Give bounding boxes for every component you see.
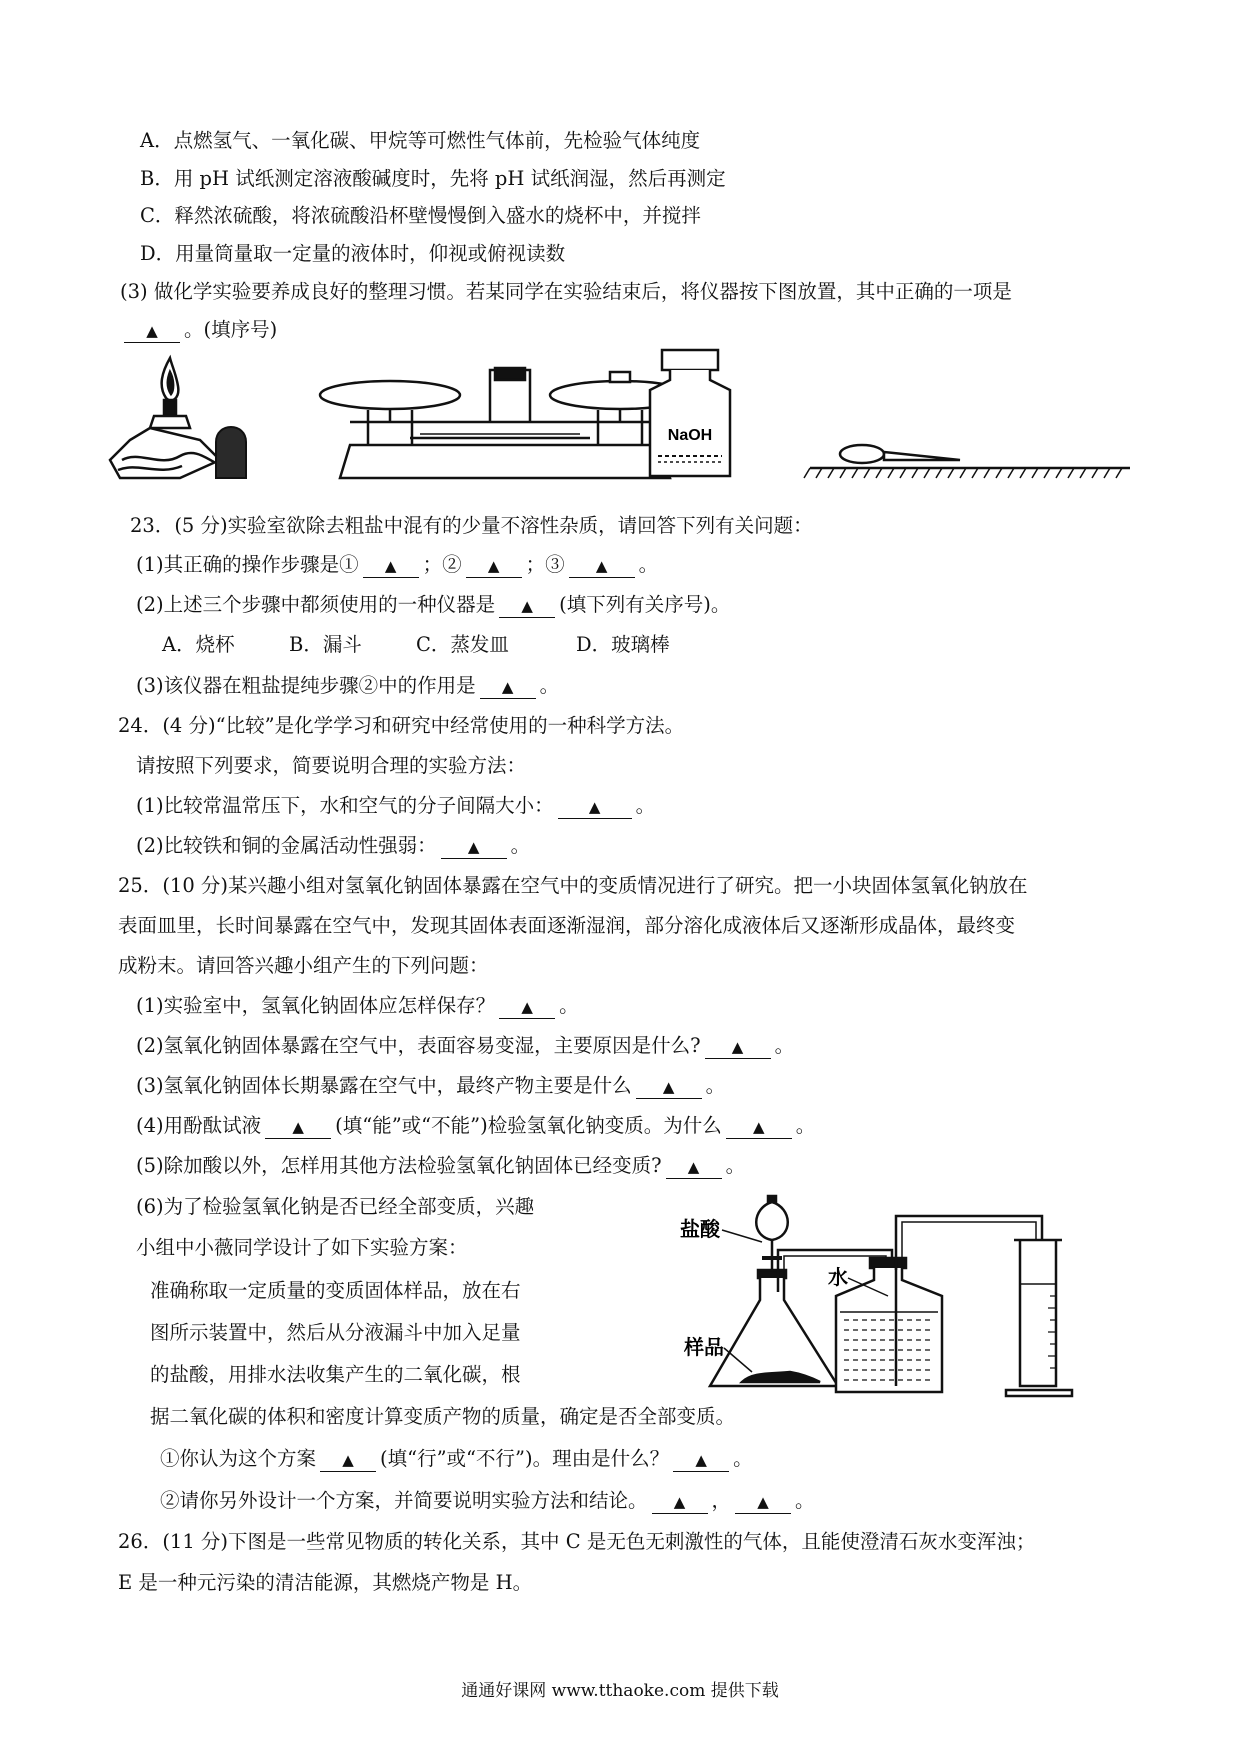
answer-blank[interactable]: ▲ [441, 835, 507, 859]
q22-part3-line2: ▲ 。(填序号) [120, 317, 277, 343]
gas-collection-apparatus [680, 1196, 1080, 1396]
q23-choice-d: D．玻璃棒 [576, 633, 670, 656]
q25-part6-line2: 小组中小薇同学设计了如下实验方案： [136, 1236, 468, 1259]
q24-part2: (2)比较铁和铜的金属活动性强弱： ▲ 。 [136, 834, 531, 857]
q22-option-a: A．点燃氢气、一氧化碳、甲烷等可燃性气体前，先检验气体纯度 [140, 129, 701, 152]
apparatus-figure [110, 350, 1130, 480]
fig-label-hcl: 盐酸 [680, 1217, 720, 1241]
page-footer: 通通好课网 www.tthaoke.com 提供下载 [461, 1681, 779, 1701]
q23-choice-a: A．烧杯 [162, 633, 235, 656]
q23-choices [162, 632, 670, 658]
q25-stem-line2: 表面皿里，长时间暴露在空气中，发现其固体表面逐渐湿润，部分溶化成液体后又逐渐形成晶体，最终变 [118, 914, 1016, 937]
answer-blank[interactable]: ▲ [569, 554, 635, 578]
q22-option-c: C．释然浓硫酸，将浓硫酸沿杯壁慢慢倒入盛水的烧杯中，并搅拌 [140, 204, 701, 227]
answer-blank[interactable]: ▲ [499, 594, 555, 618]
balance [320, 368, 690, 478]
naoh-bottle [650, 350, 730, 476]
q26-stem-line1: 26．(11 分)下图是一些常见物质的转化关系，其中 C 是无色无刺激性的气体，且能使澄清石灰水变浑浊； [118, 1530, 1036, 1553]
q25-part6-line1: (6)为了检验氢氧化钠是否已经全部变质，兴趣 [136, 1195, 535, 1218]
q25-stem-line3: 成粉末。请回答兴趣小组产生的下列问题： [118, 954, 489, 977]
answer-blank[interactable]: ▲ [466, 554, 522, 578]
q23-stem: 23．(5 分)实验室欲除去粗盐中混有的少量不溶性杂质，请回答下列有关问题： [130, 514, 813, 537]
q25-sub1: ①你认为这个方案 ▲ (填“行”或“不行”)。理由是什么？ ▲ 。 [160, 1447, 753, 1470]
lamp-cap [216, 427, 246, 478]
answer-blank[interactable]: ▲ [666, 1155, 722, 1179]
q23-part1: (1)其正确的操作步骤是① ▲ ；② ▲ ；③ ▲ 。 [136, 553, 659, 576]
q22-option-b: B．用 pH 试纸测定溶液酸碱度时，先将 pH 试纸润湿，然后再测定 [140, 167, 726, 190]
q24-stem: 24．(4 分)“比较”是化学学习和研究中经常使用的一种科学方法。 [118, 714, 685, 737]
q25-part6-line6: 据二氧化碳的体积和密度计算变质产物的质量，确定是否全部变质。 [150, 1405, 736, 1428]
q22-option-d: D．用量筒量取一定量的液体时，仰视或俯视读数 [140, 242, 566, 265]
alcohol-lamp [110, 358, 220, 478]
q25-part5: (5)除加酸以外，怎样用其他方法检验氢氧化钠固体已经变质? ▲ 。 [136, 1154, 746, 1177]
q25-part6-line3: 准确称取一定质量的变质固体样品，放在右 [150, 1279, 521, 1302]
answer-blank[interactable]: ▲ [558, 795, 632, 819]
q23-part3: (3)该仪器在粗盐提纯步骤②中的作用是 ▲ 。 [136, 674, 560, 697]
q25-part6-line4: 图所示装置中，然后从分液漏斗中加入足量 [150, 1321, 521, 1344]
q25-part2: (2)氢氧化钠固体暴露在空气中，表面容易变湿，主要原因是什么? ▲ 。 [136, 1034, 795, 1057]
answer-blank[interactable]: ▲ [636, 1075, 702, 1099]
naoh-label: NaOH [667, 427, 713, 444]
q25-part6-line5: 的盐酸，用排水法收集产生的二氧化碳，根 [150, 1363, 521, 1386]
q23-choice-b: B．漏斗 [289, 633, 362, 656]
answer-blank[interactable]: ▲ [726, 1115, 792, 1139]
q24-intro: 请按照下列要求，简要说明合理的实验方法： [136, 754, 527, 777]
answer-blank[interactable]: ▲ [735, 1490, 791, 1514]
q25-sub2: ②请你另外设计一个方案，并简要说明实验方法和结论。 ▲ ， ▲ 。 [160, 1489, 815, 1512]
answer-blank[interactable]: ▲ [320, 1448, 376, 1472]
answer-blank[interactable]: ▲ [480, 675, 536, 699]
q24-part1: (1)比较常温常压下，水和空气的分子间隔大小： ▲ 。 [136, 794, 656, 817]
q25-part4: (4)用酚酞试液 ▲ (填“能”或“不能”)检验氢氧化钠变质。为什么 ▲ 。 [136, 1114, 816, 1137]
q26-stem-line2: E 是一种元污染的清洁能源，其燃烧产物是 H。 [118, 1571, 533, 1594]
answer-blank[interactable]: ▲ [363, 554, 419, 578]
answer-blank[interactable]: ▲ [652, 1490, 708, 1514]
q22-part3-line1: (3) 做化学实验要养成良好的整理习惯。若某同学在实验结束后，将仪器按下图放置，其中正确的一项是 [120, 280, 1012, 303]
q23-part2: (2)上述三个步骤中都须使用的一种仪器是 ▲ (填下列有关序号)。 [136, 593, 731, 616]
fig-label-water: 水 [828, 1265, 848, 1289]
answer-blank[interactable]: ▲ [705, 1035, 771, 1059]
answer-blank[interactable]: ▲ [265, 1115, 331, 1139]
q25-part3: (3)氢氧化钠固体长期暴露在空气中，最终产物主要是什么 ▲ 。 [136, 1074, 726, 1097]
dropper-on-bench [804, 445, 1130, 478]
q23-choice-c: C．蒸发皿 [416, 633, 509, 656]
answer-blank[interactable]: ▲ [124, 319, 180, 343]
fig-label-sample: 样品 [684, 1335, 724, 1359]
answer-blank[interactable]: ▲ [499, 995, 555, 1019]
answer-blank[interactable]: ▲ [673, 1448, 729, 1472]
q25-part1: (1)实验室中，氢氧化钠固体应怎样保存？ ▲ 。 [136, 994, 579, 1017]
q25-stem-line1: 25．(10 分)某兴趣小组对氢氧化钠固体暴露在空气中的变质情况进行了研究。把一小块固体氢氧化钠放在 [118, 874, 1028, 897]
